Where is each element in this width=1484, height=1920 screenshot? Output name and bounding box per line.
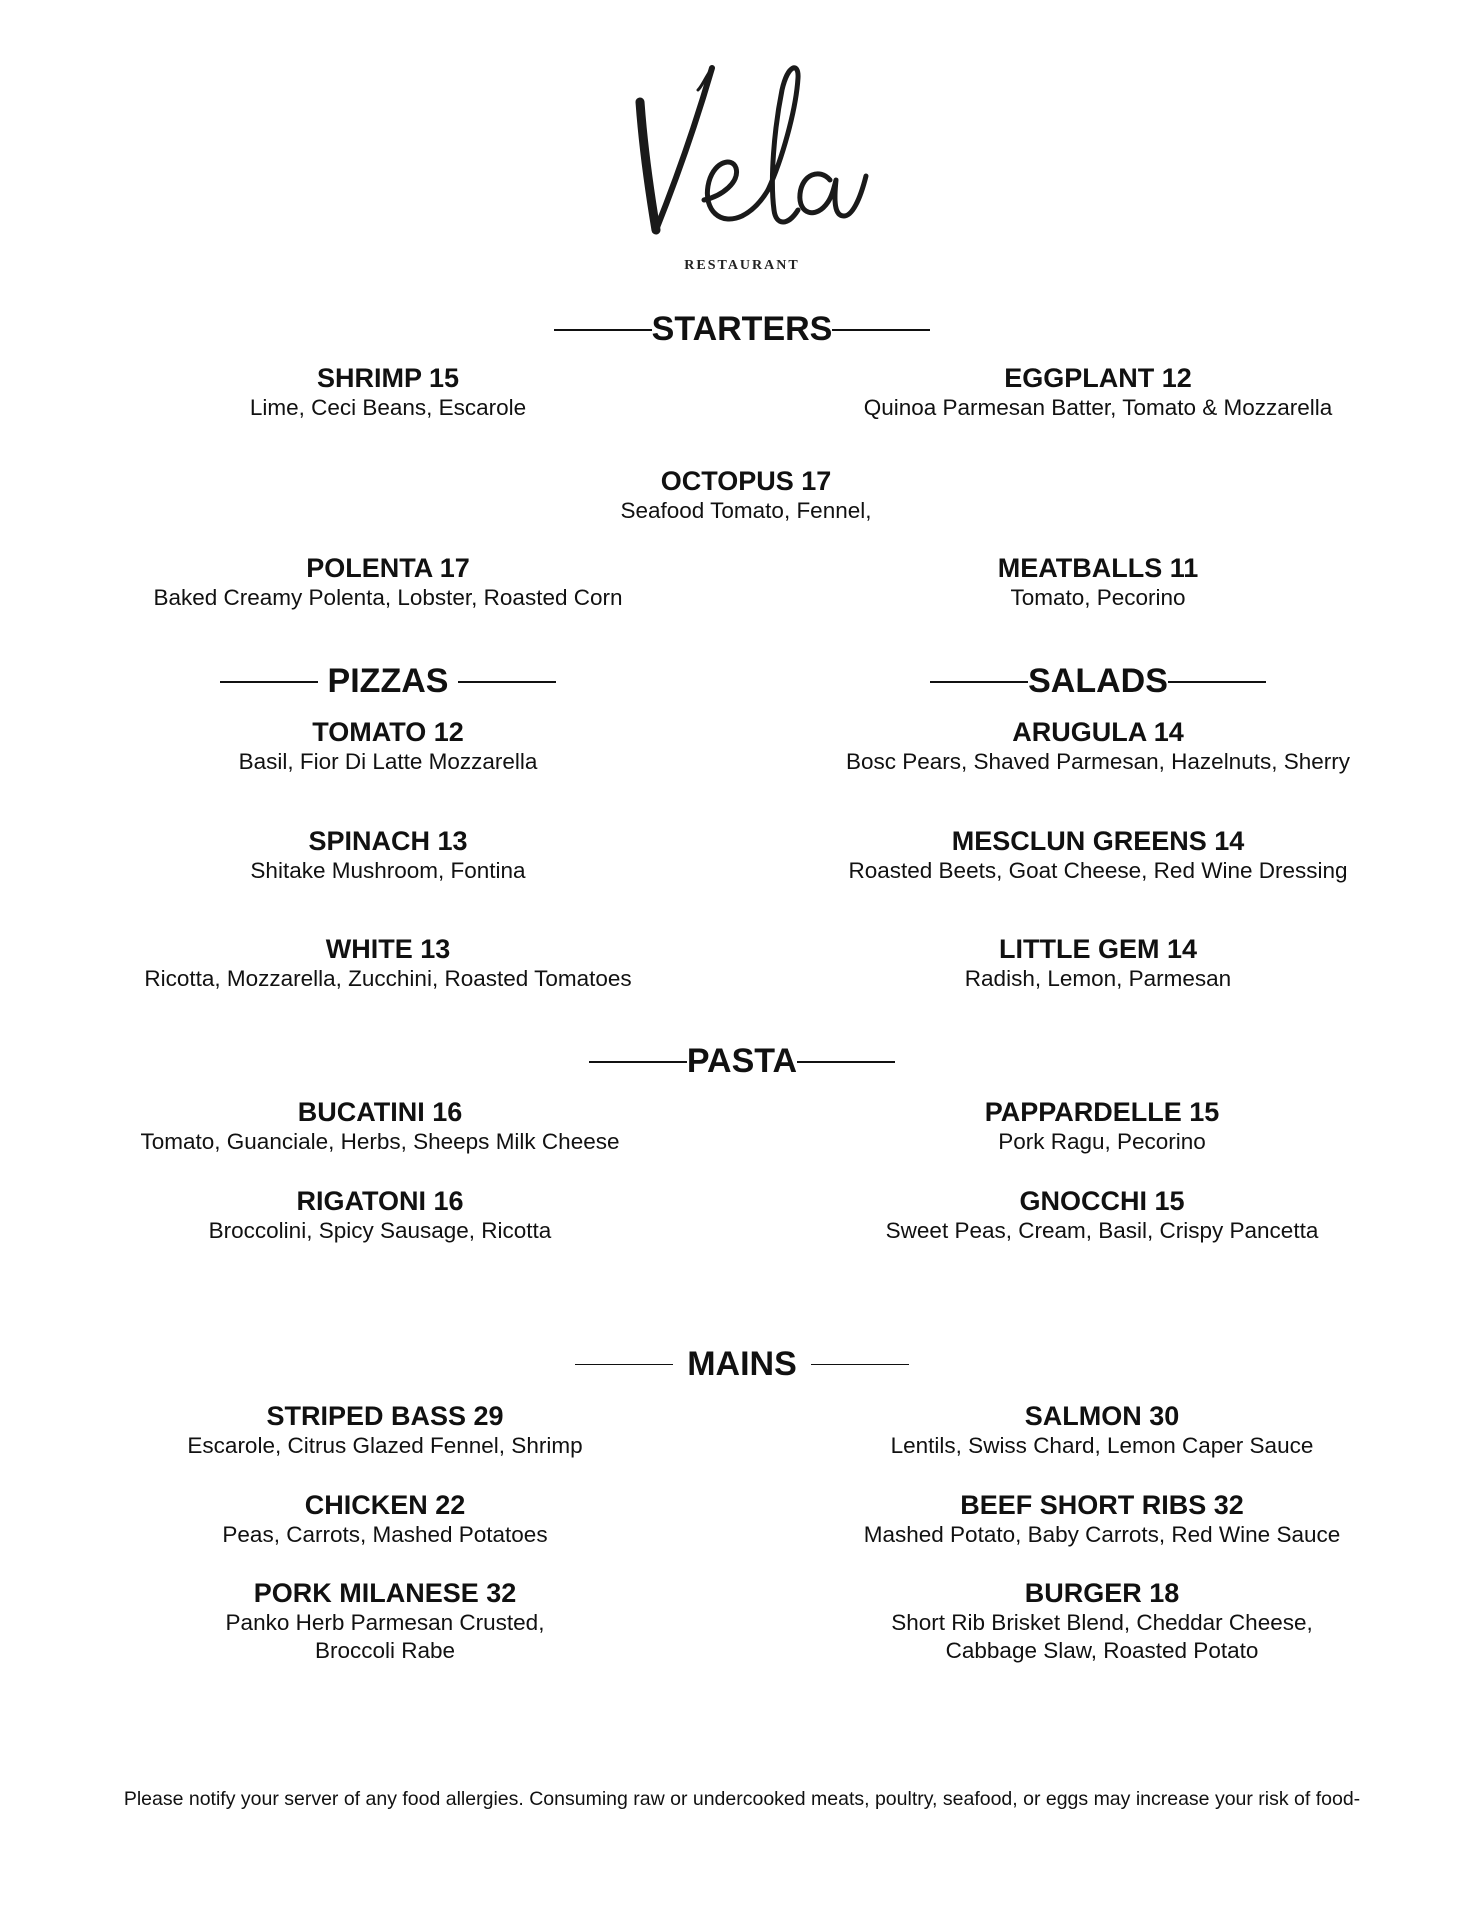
item-description: Lime, Ceci Beans, Escarole: [249, 395, 527, 420]
menu-item: [38, 825, 738, 885]
item-name: WHITE 13: [325, 934, 451, 964]
item-name: POLENTA 17: [306, 553, 470, 583]
menu-item: [748, 933, 1448, 993]
item-name: MESCLUN GREENS 14: [951, 826, 1245, 856]
item-name: BURGER 18: [1024, 1578, 1180, 1608]
item-description: Escarole, Citrus Glazed Fennel, Shrimp: [187, 1433, 583, 1458]
item-name: BUCATINI 16: [297, 1097, 463, 1127]
menu-item: [752, 1096, 1452, 1156]
item-name: STRIPED BASS 29: [266, 1401, 504, 1431]
item-description: Peas, Carrots, Mashed Potatoes: [222, 1522, 548, 1547]
heading-rule: [220, 681, 318, 683]
item-name: LITTLE GEM 14: [998, 934, 1198, 964]
item-description: Pork Ragu, Pecorino: [998, 1129, 1206, 1154]
menu-item: [38, 552, 738, 612]
item-description: Radish, Lemon, Parmesan: [964, 966, 1232, 991]
item-description: Sweet Peas, Cream, Basil, Crispy Pancetta: [885, 1218, 1319, 1243]
menu-item: [752, 1489, 1452, 1549]
vela-script-logo: [612, 50, 872, 250]
menu-item: [30, 1096, 730, 1156]
item-description: Quinoa Parmesan Batter, Tomato & Mozzarella: [863, 395, 1333, 420]
menu-item: [35, 1400, 735, 1460]
heading-rule: [811, 1364, 909, 1365]
menu-item: [30, 1185, 730, 1245]
item-description: Basil, Fior Di Latte Mozzarella: [238, 749, 538, 774]
menu-item: [38, 933, 738, 993]
item-description-line-2: Cabbage Slaw, Roasted Potato: [945, 1638, 1259, 1663]
item-description: Panko Herb Parmesan Crusted,: [225, 1610, 545, 1635]
section-heading-mains: MAINS: [0, 1345, 1484, 1384]
heading-rule: [589, 1061, 687, 1063]
item-name: GNOCCHI 15: [1019, 1186, 1185, 1216]
item-name: CHICKEN 22: [304, 1490, 466, 1520]
item-description: Roasted Beets, Goat Cheese, Red Wine Dressing: [848, 858, 1348, 883]
item-name: TOMATO 12: [312, 717, 464, 747]
item-description: Seafood Tomato, Fennel,: [620, 498, 872, 523]
restaurant-subtitle: RESTAURANT: [684, 258, 800, 273]
menu-item: [752, 1577, 1452, 1665]
restaurant-logo: [0, 50, 1484, 274]
section-heading-starters: STARTERS: [0, 310, 1484, 349]
menu-item: [748, 552, 1448, 612]
item-name: SHRIMP 15: [316, 363, 460, 393]
item-name: ARUGULA 14: [1012, 717, 1184, 747]
heading-rule: [1168, 681, 1266, 683]
item-description: Mashed Potato, Baby Carrots, Red Wine Sauce: [863, 1522, 1341, 1547]
item-description: Baked Creamy Polenta, Lobster, Roasted Corn: [153, 585, 623, 610]
menu-item: [748, 362, 1448, 422]
item-name: SPINACH 13: [308, 826, 468, 856]
menu-item: [752, 1185, 1452, 1245]
item-name: MEATBALLS 11: [997, 553, 1199, 583]
section-heading-pasta: PASTA: [0, 1042, 1484, 1081]
allergy-notice: Please notify your server of any food allergies. Consuming raw or undercooked meats, poultry, seafood, or eggs may increase your risk of food-: [123, 1788, 1361, 1810]
menu-item: [748, 825, 1448, 885]
menu-item: [35, 1489, 735, 1549]
item-description: Shitake Mushroom, Fontina: [250, 858, 526, 883]
item-name: OCTOPUS 17: [660, 466, 832, 496]
item-name: PORK MILANESE 32: [253, 1578, 517, 1608]
item-name: BEEF SHORT RIBS 32: [960, 1490, 1244, 1520]
heading-rule: [554, 329, 652, 331]
item-name: PAPPARDELLE 15: [984, 1097, 1220, 1127]
heading-rule: [458, 681, 556, 683]
item-description: Broccolini, Spicy Sausage, Ricotta: [208, 1218, 552, 1243]
item-description-line-2: Broccoli Rabe: [314, 1638, 456, 1663]
section-heading-pizzas: PIZZAS: [38, 662, 738, 701]
item-description: Lentils, Swiss Chard, Lemon Caper Sauce: [890, 1433, 1314, 1458]
item-description: Bosc Pears, Shaved Parmesan, Hazelnuts, Sherry: [846, 749, 1350, 774]
item-description: Short Rib Brisket Blend, Cheddar Cheese,: [891, 1610, 1313, 1635]
item-description: Ricotta, Mozzarella, Zucchini, Roasted Tomatoes: [144, 966, 632, 991]
item-description: Tomato, Guanciale, Herbs, Sheeps Milk Cheese: [140, 1129, 620, 1154]
heading-rule: [797, 1061, 895, 1063]
menu-item: [396, 465, 1096, 525]
heading-rule: [575, 1364, 673, 1365]
item-description: Tomato, Pecorino: [1010, 585, 1186, 610]
menu-item: [752, 1400, 1452, 1460]
heading-rule: [930, 681, 1028, 683]
heading-rule: [832, 329, 930, 331]
item-name: EGGPLANT 12: [1004, 363, 1192, 393]
item-name: RIGATONI 16: [296, 1186, 464, 1216]
item-name: SALMON 30: [1024, 1401, 1180, 1431]
menu-item: [38, 716, 738, 776]
section-heading-salads: SALADS: [748, 662, 1448, 701]
menu-item: [38, 362, 738, 422]
menu-item: [748, 716, 1448, 776]
menu-item: [35, 1577, 735, 1665]
